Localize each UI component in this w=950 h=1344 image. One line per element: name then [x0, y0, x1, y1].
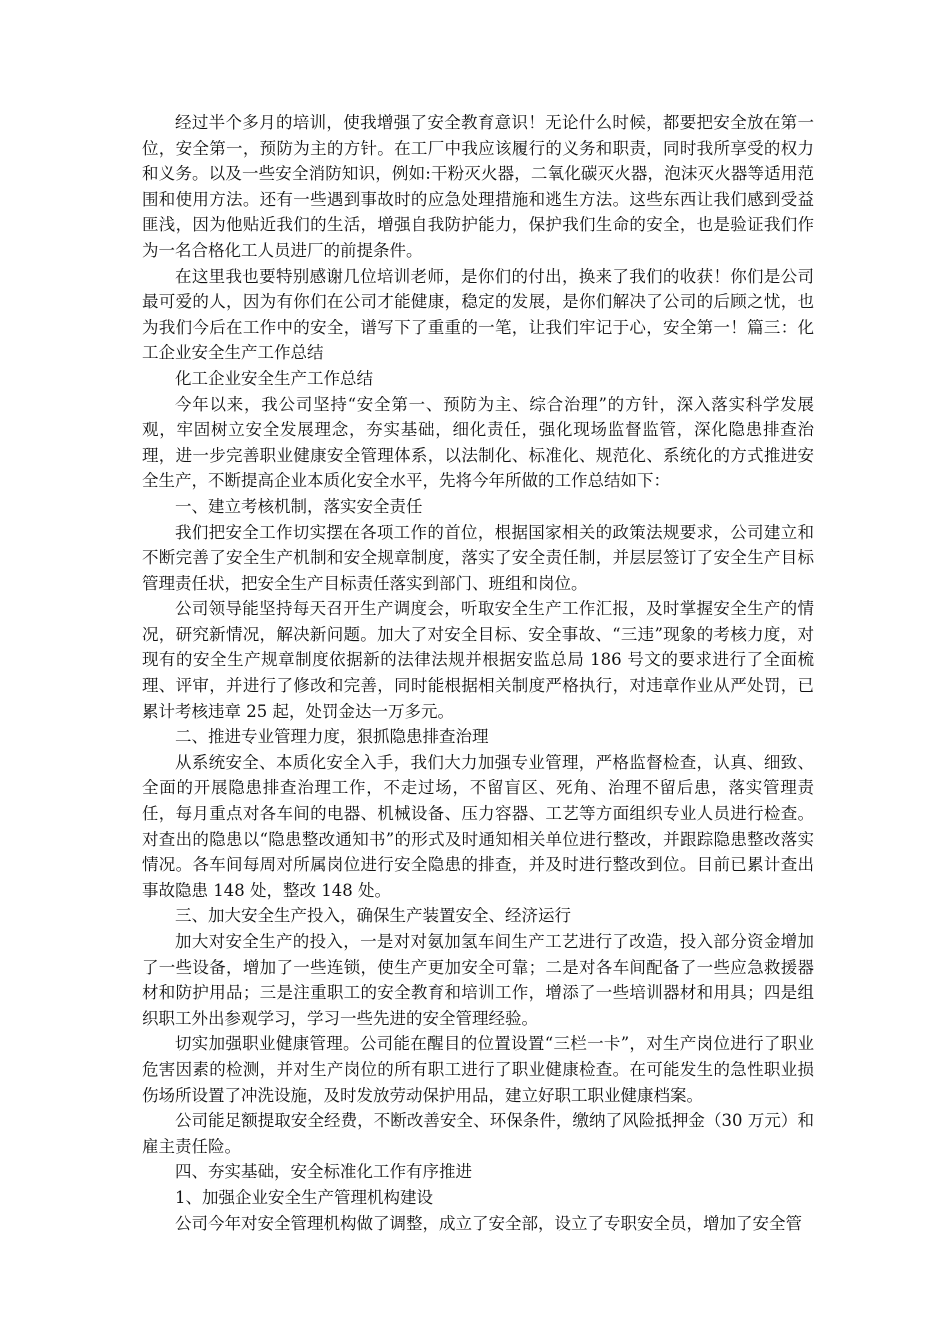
- paragraph-training-summary: 经过半个多月的培训，使我增强了安全教育意识！无论什么时候，都要把安全放在第一位，安全第一，预防为主的方针。在工厂中我应该履行的义务和职责，同时我所享受的权力和义务。以及一些安全消防知识，例如:干粉灭火器，二氧化碳灭火器，泡沫灭火器等适用范围和使用方法。还有一些遇到事故时的应急处理措施和逃生方法。这些东西让我们感到受益匪浅，因为他贴近我们的生活，增强自我防护能力，保护我们生命的安全，也是验证我们作为一名合格化工人员进厂的前提条件。: [142, 113, 814, 260]
- heading-section-1: 一、建立考核机制，落实安全责任: [175, 496, 423, 516]
- paragraph-responsibility: 我们把安全工作切实摆在各项工作的首位，根据国家相关的政策法规要求，公司建立和不断完善了安全生产机制和安全规章制度，落实了安全责任制，并层层签订了安全生产目标管理责任状，把安全生产目标责任落实到部门、班组和岗位。: [142, 522, 814, 593]
- paragraph-hazard-inspection: 从系统安全、本质化安全入手，我们大力加强专业管理，严格监督检查，认真、细致、全面的开展隐患排查治理工作，不走过场，不留盲区、死角、治理不留后患，落实管理责任，每月重点对各车间的电器、机械设备、压力容器、工艺等方面组织专业人员进行检查。对查出的隐患以“隐患整改通知书”的形式及时通知相关单位进行整改，并跟踪隐患整改落实情况。各车间每周对所属岗位进行安全隐患的排查，并及时进行整改到位。目前已累计查出事故隐患 148 处，整改 148 处。: [142, 752, 814, 900]
- paragraph-investment: 加大对安全生产的投入，一是对对氨加氢车间生产工艺进行了改造，投入部分资金增加了一些设备，增加了一些连锁，使生产更加安全可靠；二是对各车间配备了一些应急救援器材和防护用品；三是注重职工的安全教育和培训工作，增添了一些培训器材和用具；四是组织职工外出参观学习，学习一些先进的安全管理经验。: [142, 932, 814, 1028]
- paragraph-safety-funds: 公司能足额提取安全经费，不断改善安全、环保条件，缴纳了风险抵押金（30 万元）和雇主责任险。: [142, 1111, 814, 1156]
- paragraph-intro: 今年以来，我公司坚持“安全第一、预防为主、综合治理”的方针，深入落实科学发展观，牢固树立安全发展理念，夯实基础，细化责任，强化现场监督监管，深化隐患排查治理，进一步完善职业健康安全管理体系，以法制化、标准化、规范化、系统化的方式推进安全生产，不断提高企业本质化安全水平，先将今年所做的工作总结如下：: [142, 394, 814, 491]
- section-title: 化工企业安全生产工作总结: [175, 368, 373, 388]
- paragraph-thanks-teachers: 在这里我也要特别感谢几位培训老师，是你们的付出，换来了我们的收获！你们是公司最可爱的人，因为有你们在公司才能健康，稳定的发展，是你们解决了公司的后顾之忧，也为我们今后在工作中的安全，谱写下了重重的一笔，让我们牢记于心，安全第一！篇三：化工企业安全生产工作总结: [142, 266, 814, 363]
- heading-section-3: 三、加大安全生产投入，确保生产装置安全、经济运行: [175, 906, 571, 926]
- paragraph-organization: 公司今年对安全管理机构做了调整，成立了安全部，设立了专职安全员，增加了安全管: [175, 1213, 802, 1233]
- heading-section-2: 二、推进专业管理力度，狠抓隐患排查治理: [175, 727, 489, 747]
- heading-section-4: 四、夯实基础，安全标准化工作有序推进: [175, 1162, 472, 1182]
- document-body: [142, 110, 814, 1236]
- paragraph-occupational-health: 切实加强职业健康管理。公司能在醒目的位置设置“三栏一卡”，对生产岗位进行了职业危害因素的检测，并对生产岗位的所有职工进行了职业健康检查。在可能发生的急性职业损伤场所设置了冲洗设施，及时发放劳动保护用品，建立好职工职业健康档案。: [142, 1034, 814, 1105]
- heading-subsection-1: 1、加强企业安全生产管理机构建设: [175, 1187, 433, 1207]
- paragraph-leadership: 公司领导能坚持每天召开生产调度会，听取安全生产工作汇报，及时掌握安全生产的情况，研究新情况，解决新问题。加大了对安全目标、安全事故、“三违”现象的考核力度，对现有的安全生产规章制度依据新的法律法规并根据安监总局 186 号文的要求进行了全面梳理、评审，并进行了修改和完善，同时能根据相关制度严格执行，对违章作业从严处罚，已累计考核违章 25 起，处罚金达一万多元。: [142, 599, 814, 721]
